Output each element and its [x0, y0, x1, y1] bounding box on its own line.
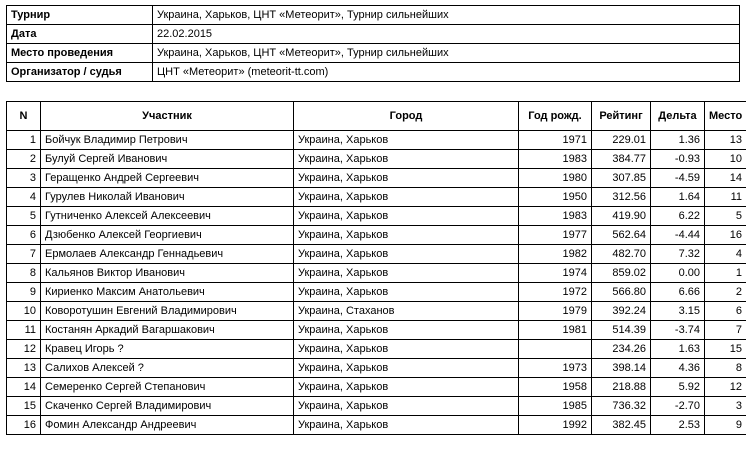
cell-rating: 562.64 — [592, 226, 651, 245]
cell-n: 6 — [7, 226, 41, 245]
cell-place: 6 — [705, 302, 746, 321]
table-row — [7, 150, 746, 169]
cell-rating: 398.14 — [592, 359, 651, 378]
info-row — [7, 25, 740, 44]
cell-city: Украина, Харьков — [294, 283, 519, 302]
table-row — [7, 397, 746, 416]
cell-city: Украина, Харьков — [294, 359, 519, 378]
table-row — [7, 378, 746, 397]
cell-delta: 1.36 — [651, 131, 705, 150]
cell-delta: 5.92 — [651, 378, 705, 397]
info-value: ЦНТ «Метеорит» (meteorit-tt.com) — [153, 63, 740, 82]
table-row — [7, 321, 746, 340]
cell-city: Украина, Харьков — [294, 207, 519, 226]
cell-rating: 859.02 — [592, 264, 651, 283]
cell-rating: 392.24 — [592, 302, 651, 321]
cell-participant: Геращенко Андрей Сергеевич — [41, 169, 294, 188]
cell-city: Украина, Харьков — [294, 321, 519, 340]
cell-participant: Кравец Игорь ? — [41, 340, 294, 359]
cell-participant: Салихов Алексей ? — [41, 359, 294, 378]
cell-place: 13 — [705, 131, 746, 150]
info-key: Организатор / судья — [7, 63, 153, 82]
cell-rating: 566.80 — [592, 283, 651, 302]
cell-rating: 514.39 — [592, 321, 651, 340]
cell-n: 5 — [7, 207, 41, 226]
cell-birth-year: 1973 — [519, 359, 592, 378]
cell-birth-year: 1980 — [519, 169, 592, 188]
cell-delta: 4.36 — [651, 359, 705, 378]
cell-city: Украина, Харьков — [294, 245, 519, 264]
cell-participant: Фомин Александр Андреевич — [41, 416, 294, 435]
cell-n: 13 — [7, 359, 41, 378]
header-participant: Участник — [41, 102, 294, 131]
cell-place: 2 — [705, 283, 746, 302]
cell-participant: Гутниченко Алексей Алексеевич — [41, 207, 294, 226]
results-header-row — [7, 102, 746, 131]
cell-place: 15 — [705, 340, 746, 359]
cell-rating: 234.26 — [592, 340, 651, 359]
header-place: Место — [705, 102, 746, 131]
info-row — [7, 44, 740, 63]
cell-place: 11 — [705, 188, 746, 207]
tournament-info-table — [6, 5, 740, 82]
cell-participant: Костанян Аркадий Вагаршакович — [41, 321, 294, 340]
cell-participant: Кириенко Максим Анатольевич — [41, 283, 294, 302]
cell-participant: Ермолаев Александр Геннадьевич — [41, 245, 294, 264]
cell-rating: 307.85 — [592, 169, 651, 188]
cell-n: 9 — [7, 283, 41, 302]
cell-birth-year: 1983 — [519, 150, 592, 169]
info-key: Дата — [7, 25, 153, 44]
cell-delta: -3.74 — [651, 321, 705, 340]
cell-n: 10 — [7, 302, 41, 321]
cell-birth-year: 1992 — [519, 416, 592, 435]
cell-delta: 6.66 — [651, 283, 705, 302]
info-key: Место проведения — [7, 44, 153, 63]
cell-city: Украина, Харьков — [294, 131, 519, 150]
table-row — [7, 283, 746, 302]
cell-delta: 7.32 — [651, 245, 705, 264]
table-row — [7, 340, 746, 359]
header-delta: Дельта — [651, 102, 705, 131]
table-row — [7, 131, 746, 150]
cell-delta: 1.64 — [651, 188, 705, 207]
cell-birth-year: 1974 — [519, 264, 592, 283]
cell-n: 7 — [7, 245, 41, 264]
cell-participant: Коворотушин Евгений Владимирович — [41, 302, 294, 321]
cell-place: 12 — [705, 378, 746, 397]
cell-birth-year: 1958 — [519, 378, 592, 397]
cell-participant: Гурулев Николай Иванович — [41, 188, 294, 207]
cell-place: 14 — [705, 169, 746, 188]
header-birth-year: Год рожд. — [519, 102, 592, 131]
table-row — [7, 359, 746, 378]
cell-city: Украина, Харьков — [294, 340, 519, 359]
cell-place: 16 — [705, 226, 746, 245]
cell-city: Украина, Харьков — [294, 150, 519, 169]
cell-place: 10 — [705, 150, 746, 169]
cell-rating: 482.70 — [592, 245, 651, 264]
info-value: Украина, Харьков, ЦНТ «Метеорит», Турнир сильнейших — [153, 44, 740, 63]
cell-delta: 1.63 — [651, 340, 705, 359]
cell-birth-year: 1950 — [519, 188, 592, 207]
cell-n: 15 — [7, 397, 41, 416]
cell-birth-year: 1983 — [519, 207, 592, 226]
cell-rating: 382.45 — [592, 416, 651, 435]
results-body — [7, 131, 746, 435]
header-rating: Рейтинг — [592, 102, 651, 131]
table-row — [7, 264, 746, 283]
cell-birth-year: 1977 — [519, 226, 592, 245]
header-n: N — [7, 102, 41, 131]
cell-place: 4 — [705, 245, 746, 264]
results-table — [6, 101, 746, 435]
table-row — [7, 416, 746, 435]
cell-participant: Дзюбенко Алексей Георгиевич — [41, 226, 294, 245]
cell-place: 3 — [705, 397, 746, 416]
cell-place: 1 — [705, 264, 746, 283]
cell-participant: Булуй Сергей Иванович — [41, 150, 294, 169]
table-row — [7, 188, 746, 207]
cell-n: 11 — [7, 321, 41, 340]
cell-n: 3 — [7, 169, 41, 188]
cell-delta: -4.44 — [651, 226, 705, 245]
cell-city: Украина, Стаханов — [294, 302, 519, 321]
cell-participant: Семеренко Сергей Степанович — [41, 378, 294, 397]
cell-n: 14 — [7, 378, 41, 397]
cell-n: 12 — [7, 340, 41, 359]
cell-rating: 384.77 — [592, 150, 651, 169]
tournament-info-body — [7, 6, 740, 82]
info-row — [7, 63, 740, 82]
cell-city: Украина, Харьков — [294, 226, 519, 245]
cell-n: 16 — [7, 416, 41, 435]
cell-participant: Кальянов Виктор Иванович — [41, 264, 294, 283]
table-row — [7, 207, 746, 226]
info-value: Украина, Харьков, ЦНТ «Метеорит», Турнир сильнейших — [153, 6, 740, 25]
cell-birth-year: 1979 — [519, 302, 592, 321]
cell-birth-year: 1971 — [519, 131, 592, 150]
cell-place: 9 — [705, 416, 746, 435]
cell-place: 5 — [705, 207, 746, 226]
cell-delta: 6.22 — [651, 207, 705, 226]
table-row — [7, 245, 746, 264]
cell-rating: 736.32 — [592, 397, 651, 416]
info-value: 22.02.2015 — [153, 25, 740, 44]
table-row — [7, 169, 746, 188]
cell-participant: Бойчук Владимир Петрович — [41, 131, 294, 150]
cell-birth-year — [519, 340, 592, 359]
cell-n: 8 — [7, 264, 41, 283]
cell-place: 8 — [705, 359, 746, 378]
cell-rating: 312.56 — [592, 188, 651, 207]
cell-n: 4 — [7, 188, 41, 207]
cell-rating: 419.90 — [592, 207, 651, 226]
table-row — [7, 302, 746, 321]
cell-n: 2 — [7, 150, 41, 169]
table-row — [7, 226, 746, 245]
cell-delta: 3.15 — [651, 302, 705, 321]
cell-city: Украина, Харьков — [294, 416, 519, 435]
cell-delta: -2.70 — [651, 397, 705, 416]
cell-delta: -4.59 — [651, 169, 705, 188]
cell-n: 1 — [7, 131, 41, 150]
cell-rating: 229.01 — [592, 131, 651, 150]
cell-city: Украина, Харьков — [294, 397, 519, 416]
cell-city: Украина, Харьков — [294, 378, 519, 397]
cell-birth-year: 1981 — [519, 321, 592, 340]
cell-birth-year: 1982 — [519, 245, 592, 264]
cell-delta: -0.93 — [651, 150, 705, 169]
cell-place: 7 — [705, 321, 746, 340]
cell-birth-year: 1972 — [519, 283, 592, 302]
cell-delta: 2.53 — [651, 416, 705, 435]
header-city: Город — [294, 102, 519, 131]
cell-rating: 218.88 — [592, 378, 651, 397]
info-row — [7, 6, 740, 25]
info-key: Турнир — [7, 6, 153, 25]
cell-birth-year: 1985 — [519, 397, 592, 416]
cell-participant: Скаченко Сергей Владимирович — [41, 397, 294, 416]
cell-city: Украина, Харьков — [294, 264, 519, 283]
cell-city: Украина, Харьков — [294, 169, 519, 188]
cell-delta: 0.00 — [651, 264, 705, 283]
cell-city: Украина, Харьков — [294, 188, 519, 207]
